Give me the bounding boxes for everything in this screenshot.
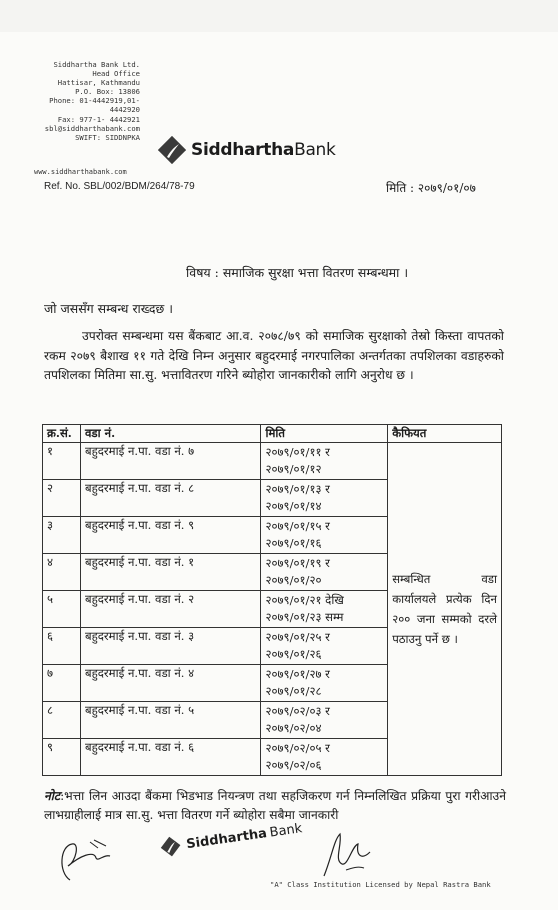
date-line: २०७९/०१/२३ सम्म bbox=[265, 610, 344, 624]
body-paragraph: उपरोक्त सम्बन्धमा यस बैंकबाट आ.व. २०७८/७९ को समाजिक सुरक्षाको तेस्रो किस्ता वापतको रकम २०७९ बैशाख ११ गते देखि निम्न अनुसार बहुदरमाई नगरपालिका अन्तर्गतका तपशिलका वडाहरुको तपशिलका मितिमा सा.सु. भत्तावितरण गरिने ब्योहोरा जानकारीको लागि अनुरोध छ । bbox=[44, 329, 504, 382]
reference-number: Ref. No. SBL/002/BDM/264/78-79 bbox=[44, 181, 195, 192]
address-line: 4442920 bbox=[109, 105, 140, 115]
cell-sn: ७ bbox=[43, 665, 81, 702]
date-line: २०७९/०१/१५ र bbox=[265, 519, 330, 533]
cell-ward: बहुदरमाई न.पा. वडा नं. २ bbox=[80, 591, 260, 628]
cell-date bbox=[261, 517, 388, 554]
date-line: २०७९/०१/१६ bbox=[265, 536, 322, 550]
cell-date bbox=[261, 702, 388, 739]
cell-ward: बहुदरमाई न.पा. वडा नं. ८ bbox=[80, 480, 260, 517]
cell-ward: बहुदरमाई न.पा. वडा नं. ५ bbox=[80, 702, 260, 739]
cell-date bbox=[261, 739, 388, 776]
address-line: SWIFT: SIDDNPKA bbox=[75, 132, 140, 142]
cell-date bbox=[261, 591, 388, 628]
date-line: २०७९/०१/२१ देखि bbox=[265, 593, 344, 607]
bank-logo-icon bbox=[158, 136, 186, 164]
header-date: मिति bbox=[261, 425, 388, 443]
date-line: २०७९/०२/०६ bbox=[265, 758, 322, 772]
address-line: Hattisar, Kathmandu bbox=[57, 78, 140, 88]
address-line: Phone: 01-4442919,01- bbox=[49, 96, 140, 106]
letterhead-address bbox=[18, 60, 140, 142]
cell-sn: ५ bbox=[43, 591, 81, 628]
cell-sn: ९ bbox=[43, 739, 81, 776]
date-line: २०७९/०१/१४ bbox=[265, 499, 322, 513]
cell-date bbox=[261, 443, 388, 480]
address-line: Head Office bbox=[92, 69, 140, 79]
address-line: P.O. Box: 13806 bbox=[75, 87, 140, 97]
cell-ward: बहुदरमाई न.पा. वडा नं. १ bbox=[80, 554, 260, 591]
date-line: २०७९/०१/२८ bbox=[265, 684, 322, 698]
website: www.siddharthabank.com bbox=[34, 168, 127, 176]
note-paragraph bbox=[44, 787, 506, 825]
table-header-row bbox=[43, 425, 502, 443]
header-ward: वडा नं. bbox=[80, 425, 260, 443]
cell-sn: ८ bbox=[43, 702, 81, 739]
cell-sn: ४ bbox=[43, 554, 81, 591]
date-line: २०७९/०१/१३ र bbox=[265, 482, 330, 496]
letter-date: मिति : २०७९/०१/०७ bbox=[386, 181, 476, 195]
address-line: sbl@siddharthabank.com bbox=[44, 123, 140, 133]
cell-ward: बहुदरमाई न.पा. वडा नं. ४ bbox=[80, 665, 260, 702]
date-line: २०७९/०१/११ र bbox=[265, 445, 330, 459]
address-line: Siddhartha Bank Ltd. bbox=[53, 60, 140, 69]
distribution-table bbox=[42, 424, 502, 776]
cell-ward: बहुदरमाई न.पा. वडा नं. ७ bbox=[80, 443, 260, 480]
date-line: २०७९/०१/२५ र bbox=[265, 630, 330, 644]
header-remark: कैफियत bbox=[388, 425, 502, 443]
cell-date bbox=[261, 665, 388, 702]
cell-date bbox=[261, 554, 388, 591]
date-line: २०७९/०२/०५ र bbox=[265, 741, 330, 755]
cell-sn: २ bbox=[43, 480, 81, 517]
date-line: २०७९/०२/०३ र bbox=[265, 704, 330, 718]
date-line: २०७९/०१/२६ bbox=[265, 647, 322, 661]
cell-sn: ६ bbox=[43, 628, 81, 665]
date-line: २०७९/०१/१२ bbox=[265, 462, 322, 476]
cell-sn: ३ bbox=[43, 517, 81, 554]
bank-logo-text: SiddharthaBank bbox=[191, 140, 336, 160]
footer-logo-icon bbox=[159, 835, 182, 858]
cell-ward: बहुदरमाई न.पा. वडा नं. ६ bbox=[80, 739, 260, 776]
footer-license: "A" Class Institution Licensed by Nepal Rastra Bank bbox=[270, 880, 491, 889]
note-label: नोट bbox=[44, 789, 61, 803]
salutation: जो जससँग सम्बन्ध राख्दछ । bbox=[44, 301, 174, 316]
note-text: :भत्ता लिन आउदा बैंकमा भिडभाड नियन्त्रण तथा सहजिकरण गर्न निम्नलिखित प्रक्रिया पुरा गरीआउने लाभग्राहीलाई मात्र सा.सु. भत्ता वितरण गर्ने ब्योहोरा सबैमा जानकारी bbox=[44, 789, 506, 822]
cell-date bbox=[261, 628, 388, 665]
bank-logo bbox=[158, 136, 336, 164]
cell-sn: १ bbox=[43, 443, 81, 480]
header-sn: क्र.सं. bbox=[43, 425, 81, 443]
cell-ward: बहुदरमाई न.पा. वडा नं. ९ bbox=[80, 517, 260, 554]
cell-remark: सम्बन्धित वडा कार्यालयले प्रत्येक दिन २०० जना सम्मको दरले पठाउनु पर्ने छ । bbox=[388, 443, 502, 776]
subject-line: विषय : समाजिक सुरक्षा भत्ता वितरण सम्बन्धमा । bbox=[186, 265, 409, 280]
footer-logo-text: SiddharthaBank bbox=[185, 820, 304, 852]
date-line: २०७९/०१/२७ र bbox=[265, 667, 330, 681]
address-line: Fax: 977-1- 4442921 bbox=[57, 114, 140, 124]
date-line: २०७९/०२/०४ bbox=[265, 721, 322, 735]
table-row bbox=[43, 443, 502, 480]
cell-ward: बहुदरमाई न.पा. वडा नं. ३ bbox=[80, 628, 260, 665]
signature-right bbox=[318, 826, 378, 882]
signature-left bbox=[50, 832, 120, 884]
cell-date bbox=[261, 480, 388, 517]
date-line: २०७९/०१/१९ र bbox=[265, 556, 330, 570]
date-line: २०७९/०१/२० bbox=[265, 573, 322, 587]
